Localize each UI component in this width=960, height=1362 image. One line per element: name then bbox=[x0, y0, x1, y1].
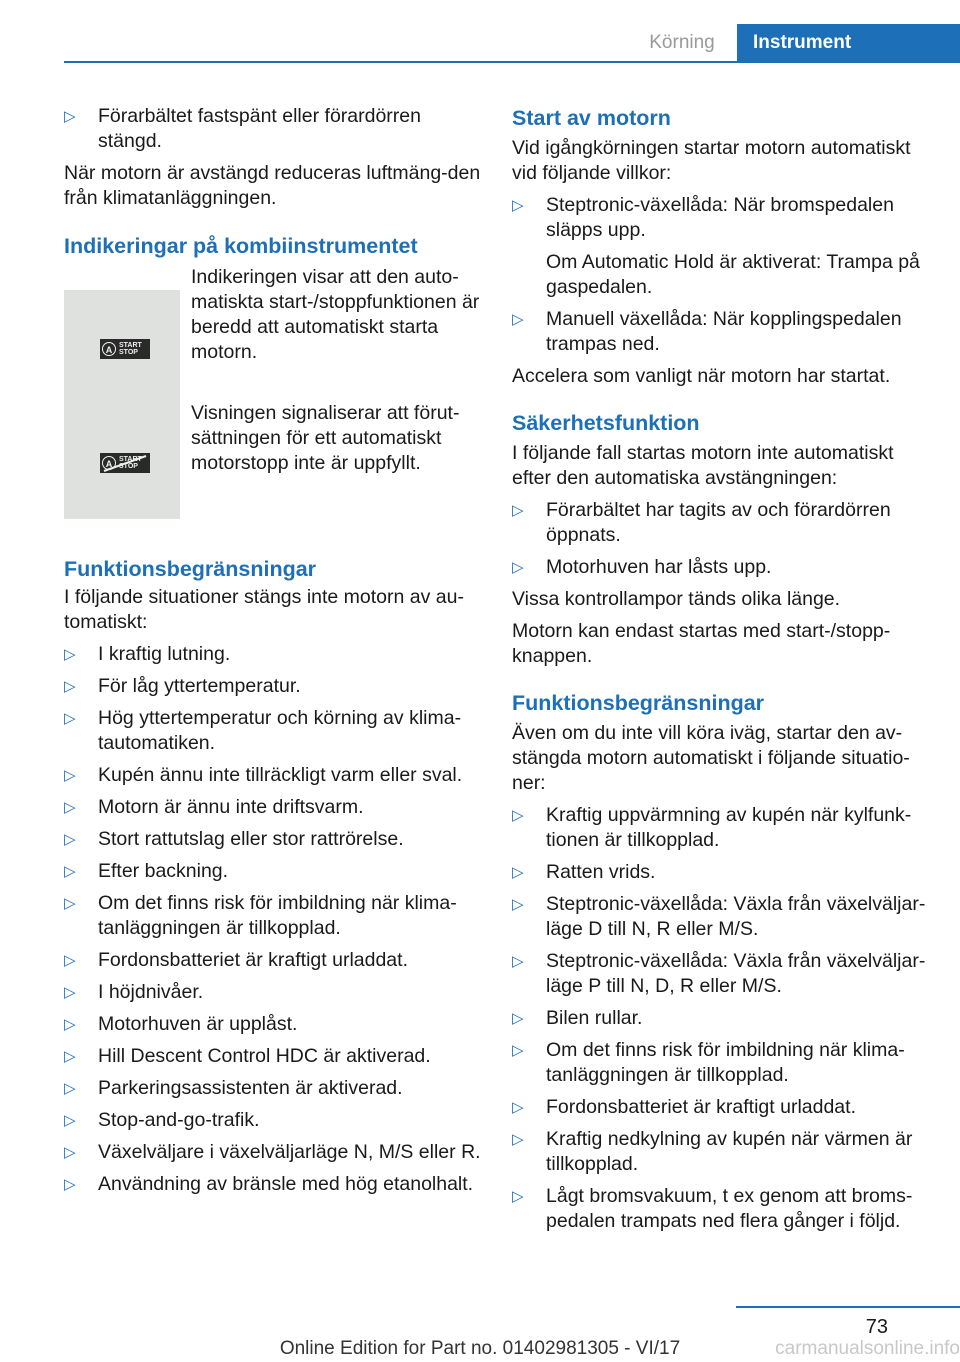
list-item: ▷ Efter backning. bbox=[64, 860, 229, 882]
bullet-list bbox=[64, 642, 484, 1197]
body-text: Vissa kontrollampor tänds olika länge. bbox=[512, 588, 841, 610]
triangle-bullet-icon: ▷ bbox=[512, 864, 524, 881]
triangle-bullet-icon: ▷ bbox=[64, 952, 76, 969]
list-item: ▷ Steptronic-växellåda: Växla från växelväljar-läge P till N, D, R eller M/S. bbox=[512, 950, 926, 997]
section-heading: Indikeringar på kombiinstrumentet bbox=[64, 234, 418, 258]
list-item: ▷ Stop-and-go-trafik. bbox=[64, 1109, 260, 1131]
triangle-bullet-icon: ▷ bbox=[512, 1010, 524, 1027]
list-item: ▷ Steptronic-växellåda: Växla från växelväljar-läge D till N, R eller M/S. bbox=[512, 893, 926, 940]
list-item: ▷ Förarbältet har tagits av och förardörren öppnats. bbox=[512, 499, 891, 546]
triangle-bullet-icon: ▷ bbox=[512, 896, 524, 913]
triangle-bullet-icon: ▷ bbox=[512, 1131, 524, 1148]
list-item: ▷ Parkeringsassistenten är aktiverad. bbox=[64, 1077, 403, 1099]
watermark: carmanualsonline.info bbox=[775, 1338, 960, 1359]
body-text: Accelera som vanligt när motorn har startat. bbox=[512, 365, 891, 387]
triangle-bullet-icon: ▷ bbox=[64, 799, 76, 816]
triangle-bullet-icon: ▷ bbox=[512, 311, 524, 328]
chapter-tab[interactable]: Instrument bbox=[737, 24, 960, 62]
body-text: Vid igångkörningen startar motorn automatiskt vid följande villkor: bbox=[512, 137, 911, 184]
triangle-bullet-icon: ▷ bbox=[64, 678, 76, 695]
list-item: ▷ Motorn är ännu inte driftsvarm. bbox=[64, 796, 364, 818]
page-header bbox=[0, 0, 960, 62]
triangle-bullet-icon: ▷ bbox=[64, 895, 76, 912]
body-text: I följande situationer stängs inte motorn av au-tomatiskt: bbox=[64, 586, 464, 633]
section-heading: Start av motorn bbox=[512, 106, 671, 130]
list-item: ▷ I kraftig lutning. bbox=[64, 643, 231, 665]
list-item: ▷ Kraftig uppvärmning av kupén när kylfunk-tionen är tillkopplad. bbox=[512, 804, 912, 851]
list-item: ▷ Kraftig nedkylning av kupén när värmen är tillkopplad. bbox=[512, 1128, 913, 1175]
bullet-list bbox=[512, 803, 932, 1234]
triangle-bullet-icon: ▷ bbox=[512, 1099, 524, 1116]
start-stop-unavailable-icon: A START STOP bbox=[100, 453, 150, 473]
list-item: ▷ Växelväljare i växelväljarläge N, M/S eller R. bbox=[64, 1141, 481, 1163]
left-column bbox=[64, 104, 484, 1204]
triangle-bullet-icon: ▷ bbox=[512, 502, 524, 519]
triangle-bullet-icon: ▷ bbox=[64, 1144, 76, 1161]
triangle-bullet-icon: ▷ bbox=[64, 863, 76, 880]
triangle-bullet-icon: ▷ bbox=[64, 108, 76, 125]
list-item: ▷ Stort rattutslag eller stor rattrörelse. bbox=[64, 828, 404, 850]
indicator-row bbox=[64, 265, 484, 401]
list-item: ▷ Förarbältet fastspänt eller förardörren stängd. bbox=[64, 105, 421, 152]
triangle-bullet-icon: ▷ bbox=[512, 953, 524, 970]
triangle-bullet-icon: ▷ bbox=[512, 197, 524, 214]
triangle-bullet-icon: ▷ bbox=[512, 559, 524, 576]
section-heading: Säkerhetsfunktion bbox=[512, 411, 700, 435]
triangle-bullet-icon: ▷ bbox=[64, 1080, 76, 1097]
header-rule bbox=[64, 61, 960, 63]
start-stop-ready-icon: A START STOP bbox=[100, 339, 150, 359]
right-column bbox=[512, 104, 932, 1241]
list-item-note: Om Automatic Hold är aktiverat: Trampa på gaspedalen. bbox=[546, 251, 920, 298]
body-text: Även om du inte vill köra iväg, startar den av-stängda motorn automatiskt i följande situatio-ner: bbox=[512, 722, 910, 794]
indicator-description: Visningen signaliserar att förut-sättningen för ett automatiskt motorstopp inte är uppfyllt. bbox=[191, 402, 460, 474]
list-item: ▷ Fordonsbatteriet är kraftigt urladdat. bbox=[64, 949, 408, 971]
triangle-bullet-icon: ▷ bbox=[64, 831, 76, 848]
triangle-bullet-icon: ▷ bbox=[64, 1112, 76, 1129]
list-item: ▷ Motorhuven är upplåst. bbox=[64, 1013, 298, 1035]
list-item: ▷ Motorhuven har låsts upp. bbox=[512, 556, 772, 578]
page-number: 73 bbox=[865, 1316, 888, 1338]
list-item: ▷ Bilen rullar. bbox=[512, 1007, 643, 1029]
list-item: ▷ Om det finns risk för imbildning när klima-tanläggningen är tillkopplad. bbox=[512, 1039, 905, 1086]
list-item: ▷ Steptronic-växellåda: När bromspedalen släpps upp. Om Automatic Hold är aktiverat: Trampa på gaspedalen. bbox=[512, 193, 932, 300]
list-item: ▷ Hög yttertemperatur och körning av klima-tautomatiken. bbox=[64, 707, 462, 754]
list-item: ▷ Kupén ännu inte tillräckligt varm eller sval. bbox=[64, 764, 463, 786]
triangle-bullet-icon: ▷ bbox=[64, 1176, 76, 1193]
triangle-bullet-icon: ▷ bbox=[64, 767, 76, 784]
triangle-bullet-icon: ▷ bbox=[64, 646, 76, 663]
section-heading: Funktionsbegränsningar bbox=[512, 691, 765, 715]
triangle-bullet-icon: ▷ bbox=[512, 807, 524, 824]
list-item: ▷ Hill Descent Control HDC är aktiverad. bbox=[64, 1045, 431, 1067]
list-item: ▷ Användning av bränsle med hög etanolhalt. bbox=[64, 1173, 474, 1195]
list-item: ▷ Om det finns risk för imbildning när klima-tanläggningen är tillkopplad. bbox=[64, 892, 457, 939]
section-heading: Funktionsbegränsningar bbox=[64, 557, 317, 581]
footer-rule bbox=[736, 1306, 960, 1308]
list-item: ▷ Ratten vrids. bbox=[512, 861, 656, 883]
triangle-bullet-icon: ▷ bbox=[64, 1016, 76, 1033]
body-text: Motorn kan endast startas med start-/stopp-knappen. bbox=[512, 620, 891, 667]
list-item: ▷ Lågt bromsvakuum, t ex genom att broms-pedalen trampats ned flera gånger i följd. bbox=[512, 1185, 913, 1232]
list-item: ▷ För låg yttertemperatur. bbox=[64, 675, 301, 697]
triangle-bullet-icon: ▷ bbox=[64, 1048, 76, 1065]
indicator-row bbox=[64, 401, 484, 555]
indicator-image bbox=[64, 290, 180, 406]
triangle-bullet-icon: ▷ bbox=[64, 984, 76, 1001]
body-text: När motorn är avstängd reduceras luftmäng-den från klimatanläggningen. bbox=[64, 162, 481, 209]
triangle-bullet-icon: ▷ bbox=[512, 1042, 524, 1059]
triangle-bullet-icon: ▷ bbox=[512, 1188, 524, 1205]
triangle-bullet-icon: ▷ bbox=[64, 710, 76, 727]
indicator-description: Indikeringen visar att den auto-matiskta start-/stoppfunktionen är beredd att automatiskt starta motorn. bbox=[191, 266, 480, 363]
strike-through-icon bbox=[100, 453, 150, 473]
list-item: ▷ Manuell växellåda: När kopplingspedalen trampas ned. bbox=[512, 308, 902, 355]
list-item: ▷ Fordonsbatteriet är kraftigt urladdat. bbox=[512, 1096, 856, 1118]
list-item: ▷ I höjdnivåer. bbox=[64, 981, 204, 1003]
edition-footer: Online Edition for Part no. 01402981305 - VI/17 bbox=[279, 1338, 681, 1359]
body-text: I följande fall startas motorn inte automatiskt efter den automatiska avstängningen: bbox=[512, 442, 894, 489]
indicator-image bbox=[64, 405, 180, 519]
section-tab[interactable]: Körning bbox=[649, 32, 715, 53]
